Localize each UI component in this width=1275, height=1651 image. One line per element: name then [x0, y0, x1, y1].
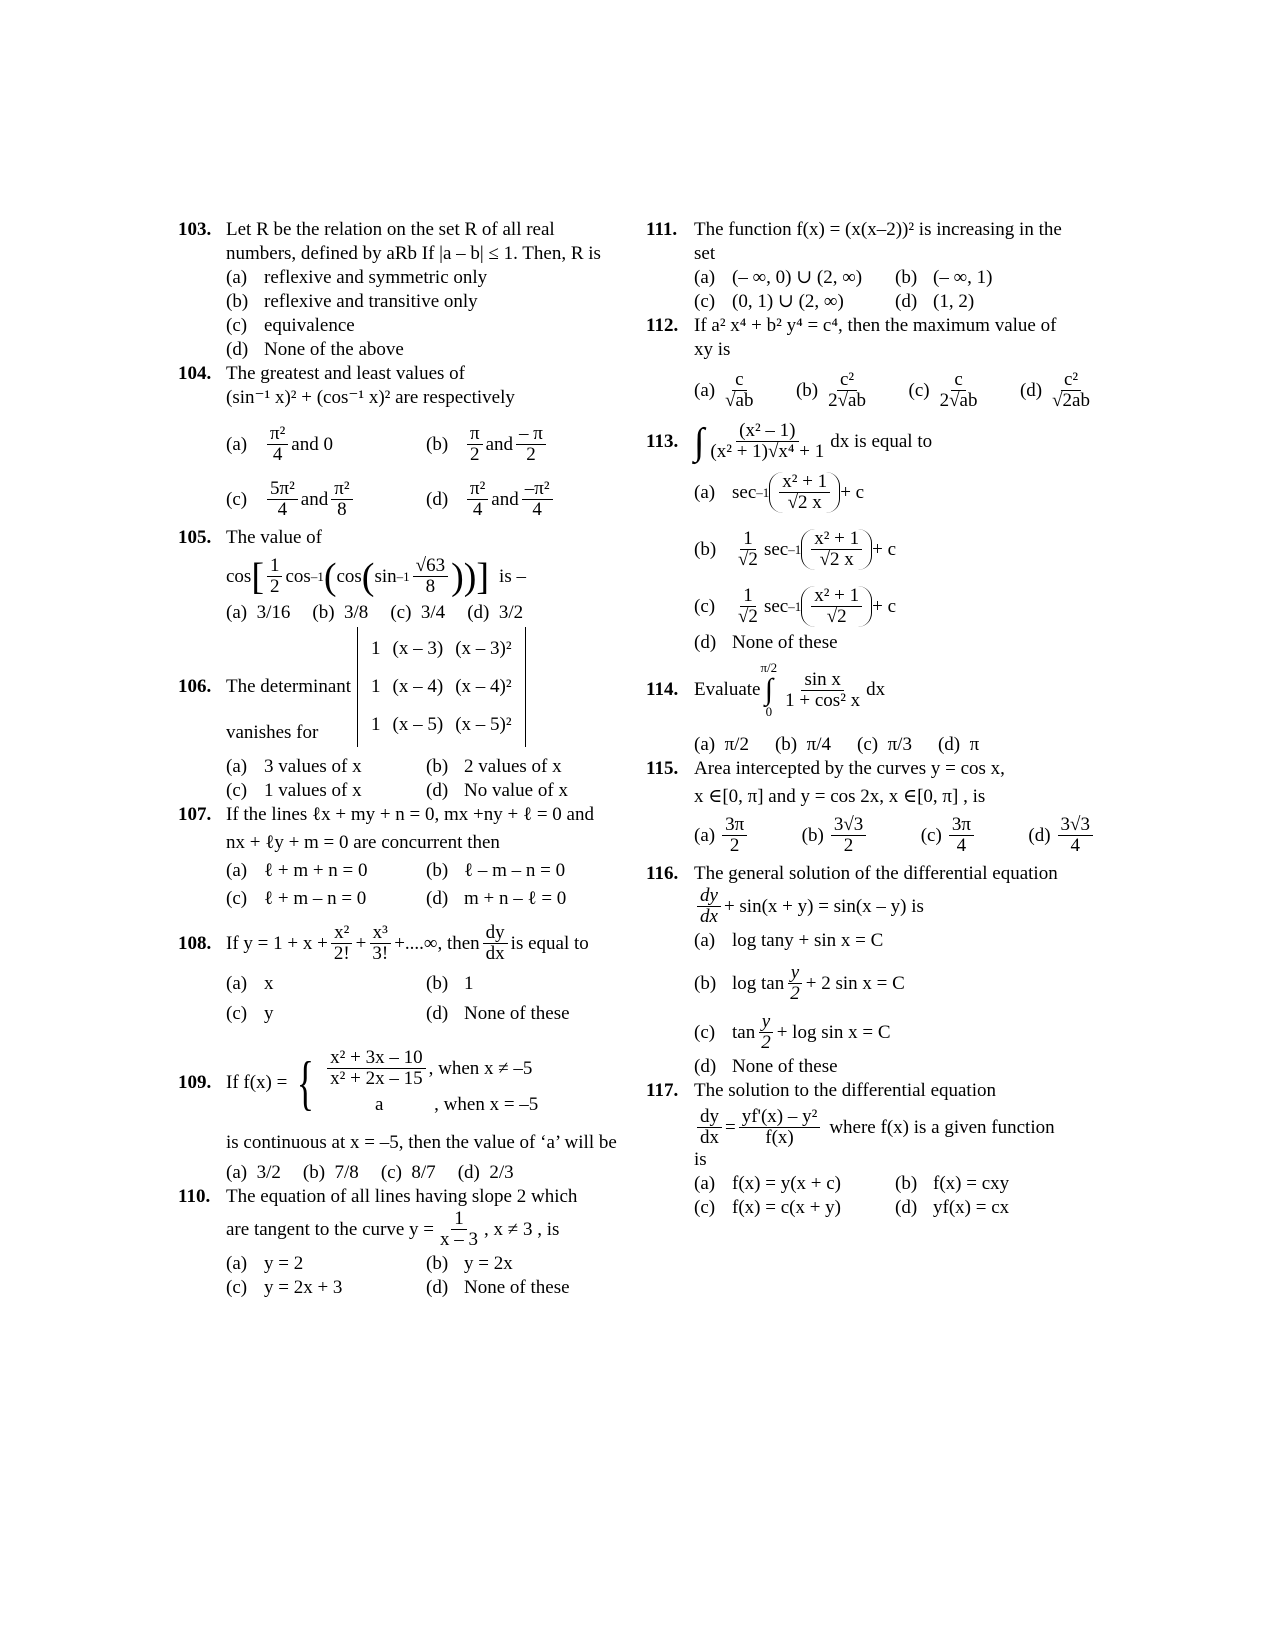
option-c: (c) (0, 1) ∪ (2, ∞) — [694, 291, 844, 312]
question-number: 111. — [646, 219, 678, 240]
question-number: 112. — [646, 315, 679, 336]
question-109: 109. If f(x) = { $\frac{\text{x² + 3x – 10}}{\text{x² + 2x – 15}}$ , when x ≠ –5 a , when x = –5 is continuous at x = –5, then the value of ‘a’ will be (a) 3/2 (b) 7/8 (c) 8/7 (d) 2/3 — [178, 1048, 626, 1185]
question-text: Area intercepted by the curves y = cos x, — [694, 758, 1005, 779]
question-text: If the lines ℓx + my + n = 0, mx +ny + ℓ = 0 and — [226, 804, 594, 825]
option-a: (a) $\frac{\text{π²}}{4}$ and 0 — [226, 423, 333, 465]
fraction: $\frac{1}{x - 3}$ — [440, 1208, 479, 1250]
question-110: 110. The equation of all lines having slope 2 which are tangent to the curve y = $\frac{1}{x - 3}$ , x ≠ 3 , is (a) y = 2 (b) y = 2x (c) y = 2x + 3 (d) None of these — [178, 1185, 626, 1300]
question-number: 106. — [178, 676, 212, 697]
option-a: (a) 3/16 — [226, 602, 291, 623]
option-b: (b) log tan $\frac{y}{2}$ + 2 sin x = C — [694, 962, 905, 1004]
question-text: (sin⁻¹ x)² + (cos⁻¹ x)² are respectively — [226, 387, 515, 408]
question-105 — [178, 526, 626, 625]
option-d: (d) m + n – ℓ = 0 — [426, 888, 567, 909]
question-number: 104. — [178, 363, 212, 384]
option-d: (d) 2/3 — [457, 1162, 514, 1183]
question-text: vanishes for — [226, 722, 319, 743]
option-a: (a) (– ∞, 0) ∪ (2, ∞) — [694, 267, 863, 288]
brace: { — [297, 1049, 315, 1116]
option-b: (b) 2 values of x — [426, 756, 562, 777]
option-d: (d) π — [937, 734, 980, 755]
fraction: $\frac{\text{(x² – 1)}}{\text{(x² + 1)√x⁴ + 1}}$ — [710, 420, 825, 462]
question-text: The solution to the differential equation — [694, 1080, 996, 1101]
question-111 — [646, 218, 1096, 314]
option-d: (d) None of these — [694, 632, 838, 653]
fraction: $\frac{1}{2}$ — [267, 556, 283, 597]
question-104 — [178, 362, 626, 520]
question-112 — [646, 314, 1096, 411]
fraction: $\frac{\text{sin x}}{\text{1 + cos² x}}$ — [785, 668, 861, 711]
question-103 — [178, 218, 626, 362]
question-number: 109. — [178, 1071, 212, 1093]
question-number: 114. — [646, 679, 679, 700]
question-113: 113. ∫ $\frac{\text{(x² – 1)}}{\text{(x² + 1)√x⁴ + 1}}$ dx is equal to (a) sec –1 $\frac{\text{x² + 1}}{√2 x}$ + c (b) $\frac{1}{√2}$ sec –1 $\frac{\text{x² + 1}}{√2 x}$ + c (c) $\frac{1}{√2}$ sec –1 $\frac{\text{x² + 1}}{√2}$ + c (d) None of these — [646, 421, 1096, 655]
option-b: (b) y = 2x — [426, 1253, 513, 1274]
fraction: $\frac{\text{π²}}{4}$ — [467, 479, 488, 520]
option-b: (b) f(x) = cxy — [895, 1173, 1010, 1194]
question-text: The general solution of the differential equation — [694, 863, 1058, 884]
option-c: (c) 8/7 — [380, 1162, 436, 1183]
question-117 — [646, 1079, 1096, 1220]
fraction: $\frac{\text{–π²}}{4}$ — [522, 479, 553, 520]
question-number: 117. — [646, 1080, 679, 1101]
determinant: 1 (x – 3) (x – 3)² 1 (x – 4) (x – 4)² 1 (x – 5) (x – 5)² — [357, 627, 526, 747]
option-a: (a) $\frac{c}{√ab}$ — [694, 369, 754, 411]
fraction: $\frac{\pi}{2}$ — [467, 424, 483, 465]
question-text: set — [694, 243, 716, 264]
integral-sign: ∫ — [694, 420, 705, 463]
option-d: (d) $\frac{\text{π²}}{4}$ and $\frac{\text{–π²}}{4}$ — [426, 479, 626, 520]
option-a: (a) f(x) = y(x + c) — [694, 1173, 841, 1194]
question-number: 113. — [646, 430, 679, 452]
question-number: 115. — [646, 758, 679, 779]
option-a: (a) sec –1 $\frac{\text{x² + 1}}{√2 x}$ + c — [694, 471, 865, 513]
question-number: 116. — [646, 863, 679, 884]
option-c: (c) 1 values of x — [226, 780, 362, 801]
option-a: (a) y = 2 — [226, 1253, 304, 1274]
option-a: (a) x — [226, 973, 274, 994]
question-text: numbers, defined by aRb If |a – b| ≤ 1. Then, R is — [226, 243, 601, 264]
option-d: (d) None of these — [694, 1056, 838, 1077]
option-c: (c) $\frac{\text{5π²}}{4}$ and $\frac{\text{π²}}{8}$ — [226, 479, 426, 520]
option-c: (c) equivalence — [226, 315, 355, 336]
question-text: The determinant — [226, 676, 352, 697]
question-115 — [646, 757, 1096, 856]
option-c: (c) y = 2x + 3 — [226, 1277, 343, 1298]
question-number: 103. — [178, 219, 212, 240]
question-107 — [178, 803, 626, 911]
option-d: (d) None of these — [426, 1003, 570, 1024]
option-a: (a) $\frac{3\pi}{2}$ — [694, 815, 750, 856]
question-text: The value of — [226, 527, 323, 548]
option-a: (a) log tany + sin x = C — [694, 930, 884, 951]
fraction: $\frac{\text{π²}}{4}$ — [267, 424, 288, 465]
option-b: (b) π/4 — [774, 734, 831, 755]
option-b: (b) $\frac{1}{√2}$ sec –1 $\frac{\text{x² + 1}}{√2 x}$ + c — [694, 528, 897, 570]
question-text: is continuous at x = –5, then the value of ‘a’ will be — [226, 1132, 617, 1153]
fraction: $\frac{\text{x³}}{3!}$ — [369, 923, 391, 964]
fraction: $\frac{\text{x² + 3x – 10}}{\text{x² + 2x – 15}}$ — [327, 1048, 425, 1089]
option-a: (a) reflexive and symmetric only — [226, 267, 488, 288]
option-c: (c) f(x) = c(x + y) — [694, 1197, 841, 1218]
question-text: If a² x⁴ + b² y⁴ = c⁴, then the maximum value of — [694, 315, 1057, 336]
option-d: (d) No value of x — [426, 780, 568, 801]
option-d: (d) 3/2 — [467, 602, 524, 623]
question-text: The greatest and least values of — [226, 363, 465, 384]
question-number: 107. — [178, 804, 212, 825]
option-a: (a) π/2 — [694, 734, 749, 755]
expression: cos [ $\frac{1}{2}$ cos –1 ( cos ( sin –1 $\frac{√63}{8}$ ))] is – — [226, 555, 526, 598]
question-108: 108. If y = 1 + x + $\frac{\text{x²}}{2!}$ + $\frac{\text{x³}}{3!}$ +....∞, then $\frac{dy}{dx}$ is equal to (a) x (b) 1 (c) y (d) None of these — [178, 923, 626, 1026]
option-b: (b) reflexive and transitive only — [226, 291, 478, 312]
question-106 — [178, 627, 626, 803]
option-d: (d) yf(x) = cx — [895, 1197, 1010, 1218]
definite-integral: π/2 ∫ 0 — [760, 660, 778, 719]
option-a: (a) ℓ + m + n = 0 — [226, 860, 368, 881]
question-number: 110. — [178, 1186, 211, 1207]
option-d: (d) None of these — [426, 1277, 570, 1298]
option-c: (c) tan $\frac{y}{2}$ + log sin x = C — [694, 1011, 891, 1053]
fraction: $\frac{\text{x²}}{2!}$ — [331, 923, 353, 964]
question-text: nx + ℓy + m = 0 are concurrent then — [226, 832, 500, 853]
fraction: $\frac{- \pi}{2}$ — [516, 424, 546, 465]
question-number: 108. — [178, 932, 212, 954]
option-c: (c) ℓ + m – n = 0 — [226, 888, 367, 909]
option-b: (b) $\frac{3√3}{2}$ — [802, 815, 870, 856]
question-text: x ∈[0, π] and y = cos 2x, x ∈[0, π] , is — [694, 786, 986, 807]
piecewise-cases: $\frac{\text{x² + 3x – 10}}{\text{x² + 2x – 15}}$ , when x ≠ –5 a , when x = –5 — [324, 1048, 538, 1117]
option-b: (b) 1 — [426, 973, 474, 994]
option-c: (c) y — [226, 1003, 274, 1024]
left-column — [178, 218, 626, 1300]
option-a: (a) 3/2 — [226, 1162, 281, 1183]
right-column — [646, 218, 1096, 1220]
option-a: (a) 3 values of x — [226, 756, 362, 777]
question-text: The function f(x) = (x(x–2))² is increasing in the — [694, 219, 1062, 240]
equation: $\frac{dy}{dx}$ + sin(x + y) = sin(x – y) is — [694, 886, 1096, 927]
option-b: (b) $\frac{\pi}{2}$ and $\frac{- \pi}{2}$ — [426, 424, 626, 465]
option-b: (b) $\frac{\text{c²}}{2√ab}$ — [795, 369, 866, 411]
fraction: $\frac{√63}{8}$ — [413, 556, 448, 597]
question-114: 114. Evaluate π/2 ∫ 0 $\frac{\text{sin x}}{\text{1 + cos² x}}$ dx (a) π/2 (b) π/4 (c) π/3 (d) π — [646, 660, 980, 755]
fraction: $\frac{dy}{dx}$ — [483, 923, 508, 964]
question-text: Let R be the relation on the set R of all real — [226, 219, 555, 240]
equation: $\frac{dy}{dx}$ = $\frac{\text{yf'(x) – y²}}{f(x)}$ where f(x) is a given function — [694, 1107, 1096, 1148]
question-116 — [646, 862, 1096, 1079]
option-c: (c) π/3 — [857, 734, 912, 755]
fraction: $\frac{\text{π²}}{8}$ — [331, 479, 352, 520]
option-b: (b) (– ∞, 1) — [895, 267, 993, 288]
option-c: (c) $\frac{3\pi}{4}$ — [921, 815, 977, 856]
option-d: (d) $\frac{\text{c²}}{√2ab}$ — [1019, 369, 1090, 411]
option-b: (b) 3/8 — [312, 602, 369, 623]
option-c: (c) 3/4 — [390, 602, 446, 623]
option-d: (d) $\frac{3√3}{4}$ — [1028, 815, 1096, 856]
question-number: 105. — [178, 527, 212, 548]
option-b: (b) 7/8 — [302, 1162, 359, 1183]
question-text: xy is — [694, 339, 731, 360]
fraction: $\frac{\text{5π²}}{4}$ — [267, 479, 298, 520]
option-d: (d) (1, 2) — [895, 291, 975, 312]
question-text: The equation of all lines having slope 2 which — [226, 1186, 578, 1207]
option-c: (c) $\frac{c}{2√ab}$ — [908, 369, 978, 411]
question-text: is — [694, 1149, 707, 1170]
option-b: (b) ℓ – m – n = 0 — [426, 860, 566, 881]
option-d: (d) None of the above — [226, 339, 404, 360]
option-c: (c) $\frac{1}{√2}$ sec –1 $\frac{\text{x² + 1}}{√2}$ + c — [694, 585, 897, 627]
